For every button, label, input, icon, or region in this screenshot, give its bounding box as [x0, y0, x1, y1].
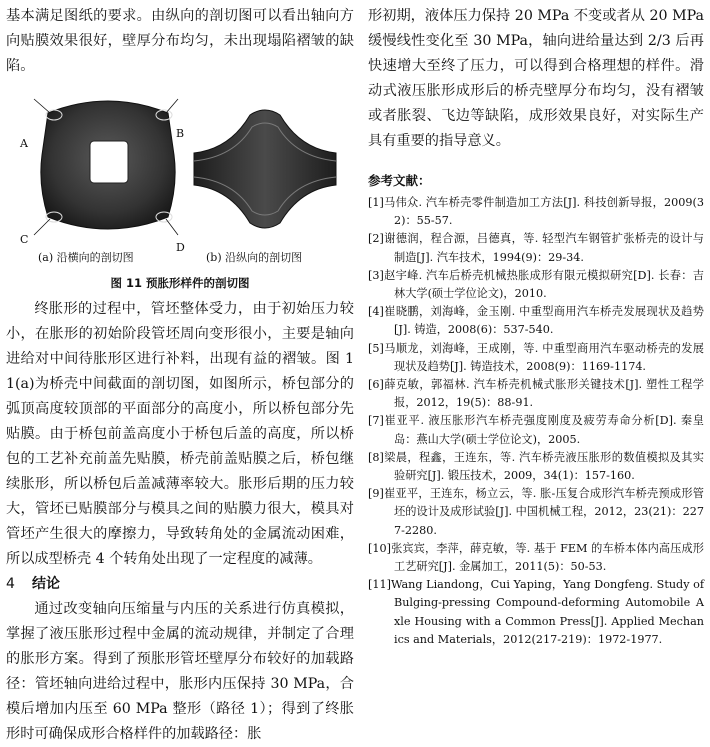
left-column	[6, 4, 354, 747]
longitudinal-section-image	[190, 93, 340, 243]
reference-item: [8]梁晨，程鑫，王连东，等. 汽车桥壳液压胀形的数值模拟及其实验研究[J]. 锻压技术，2009，34(1)：157-160.	[368, 450, 704, 483]
transverse-section-image	[28, 85, 188, 245]
right-column	[368, 4, 704, 649]
reference-item: [6]薛克敏，郭福林. 汽车桥壳机械式胀形关键技术[J]. 塑性工程学报，2012，19(5)：88-91.	[368, 378, 704, 410]
body-paragraph-continued: 形初期，液体压力保持 20 MPa 不变或者从 20 MPa 缓慢线性变化至 30 MPa，轴向进给量达到 2/3 后再快速增大至终了压力，可以得到合格理想的样件。滑动式液压胀形成形后的桥壳壁厚分布均匀，没有褶皱或者胀裂、飞边等缺陷，成形效果良好，对实际生产具有重要的指导意义。	[368, 8, 704, 149]
reference-item: [3]赵宇峰. 汽车后桥壳机械热胀成形有限元模拟研究[D]. 长春：吉林大学(硕士学位论文)，2010.	[368, 268, 704, 301]
point-label-b: B	[176, 127, 185, 140]
reference-item: [11]Wang Liandong，Cui Yaping，Yang Dongfeng. Study of Bulging-pressing Compound-deforming Automobile Axle Housing with a Common Press[J]. Applied Mechanics and Materials，2012(217-219)：1972-1977.	[368, 578, 704, 646]
point-label-d: D	[176, 241, 185, 254]
reference-item: [2]谢德润，程合源，吕德真，等. 轻型汽车钢管扩张桥壳的设计与制造[J]. 汽车技术，1994(9)：29-34.	[368, 232, 704, 264]
reference-item: [4]崔晓鹏，刘海峰，金玉刚. 中重型商用汽车桥壳发展现状及趋势[J]. 铸造，2008(6)：537-540.	[368, 305, 704, 337]
point-label-c: C	[20, 233, 29, 246]
section-title: 结论	[32, 576, 60, 592]
reference-item: [7]崔亚平. 液压胀形汽车桥壳强度刚度及疲劳寿命分析[D]. 秦皇岛：燕山大学(硕士学位论文)，2005.	[368, 414, 704, 446]
section-number: 4	[6, 576, 15, 592]
reference-item: [10]张宾宾，李萍，薛克敏，等. 基于 FEM 的车桥本体内高压成形工艺研究[J]. 金属加工，2011(5)：50-53.	[368, 541, 704, 574]
reference-item: [1]马伟众. 汽车桥壳零件制造加工方法[J]. 科技创新导报，2009(32)：55-57.	[368, 196, 704, 228]
section-heading	[6, 572, 354, 597]
reference-item: [9]崔亚平，王连东，杨立云，等. 胀-压复合成形汽车桥壳预成形管坯的设计及成形试验[J]. 中国机械工程，2012，23(21)：2277-2280.	[368, 487, 704, 537]
reference-list	[368, 194, 704, 649]
body-paragraph-2: 通过改变轴向压缩量与内压的关系进行仿真模拟，掌握了液压胀形过程中金属的流动规律，并制定了合理的胀形方案。得到了预胀形管坯壁厚分布较好的加载路径：管坯轴向进给过程中，胀形内压保持 30 MPa，合模后增加内压至 60 MPa 整形（路径 1）；得到了终胀形时可确保成形合格样件的加载路径：胀	[6, 601, 354, 742]
intro-paragraph: 基本满足图纸的要求。由纵向的剖切图可以看出轴向方向贴膜效果很好，壁厚分布均匀，未出现塌陷褶皱的缺陷。	[6, 8, 354, 74]
reference-item: [5]马顺龙，刘海峰，王成刚，等. 中重型商用汽车驱动桥壳的发展现状及趋势[J]. 铸造技术，2008(9)：1169-1174.	[368, 341, 704, 373]
subcaption-a: (a) 沿横向的剖切图	[38, 251, 134, 264]
figure-11	[6, 83, 354, 271]
references-heading: 参考文献：	[368, 173, 431, 188]
body-paragraph-1: 终胀形的过程中，管坯整体受力，由于初始压力较小，在胀形的初始阶段管坯周向变形很小，主要是轴向进给对中间待胀形区进行补料，出现有益的褶皱。图 11(a)为桥壳中间截面的剖切图，如图所示，桥包部分的弧顶高度较顶部的平面部分的高度小，所以桥包部分先贴膜。由于桥包前盖高度小于桥包后盖的高度，所以桥包的工艺补充前盖先贴膜，桥壳前盖贴膜之后，桥包继续胀形，所以桥包后盖减薄率较大。胀形后期的压力较大，管坯已贴膜部分与模具之间的贴膜力很大，模具对管坯产生很大的摩擦力，导致转角处的金属流动困难，所以成型桥壳 4 个转角处出现了一定程度的减薄。	[6, 301, 354, 567]
figure-caption: 图 11 预胀形样件的剖切图	[110, 276, 250, 290]
subcaption-b: (b) 沿纵向的剖切图	[206, 251, 303, 264]
point-label-a: A	[20, 137, 28, 150]
